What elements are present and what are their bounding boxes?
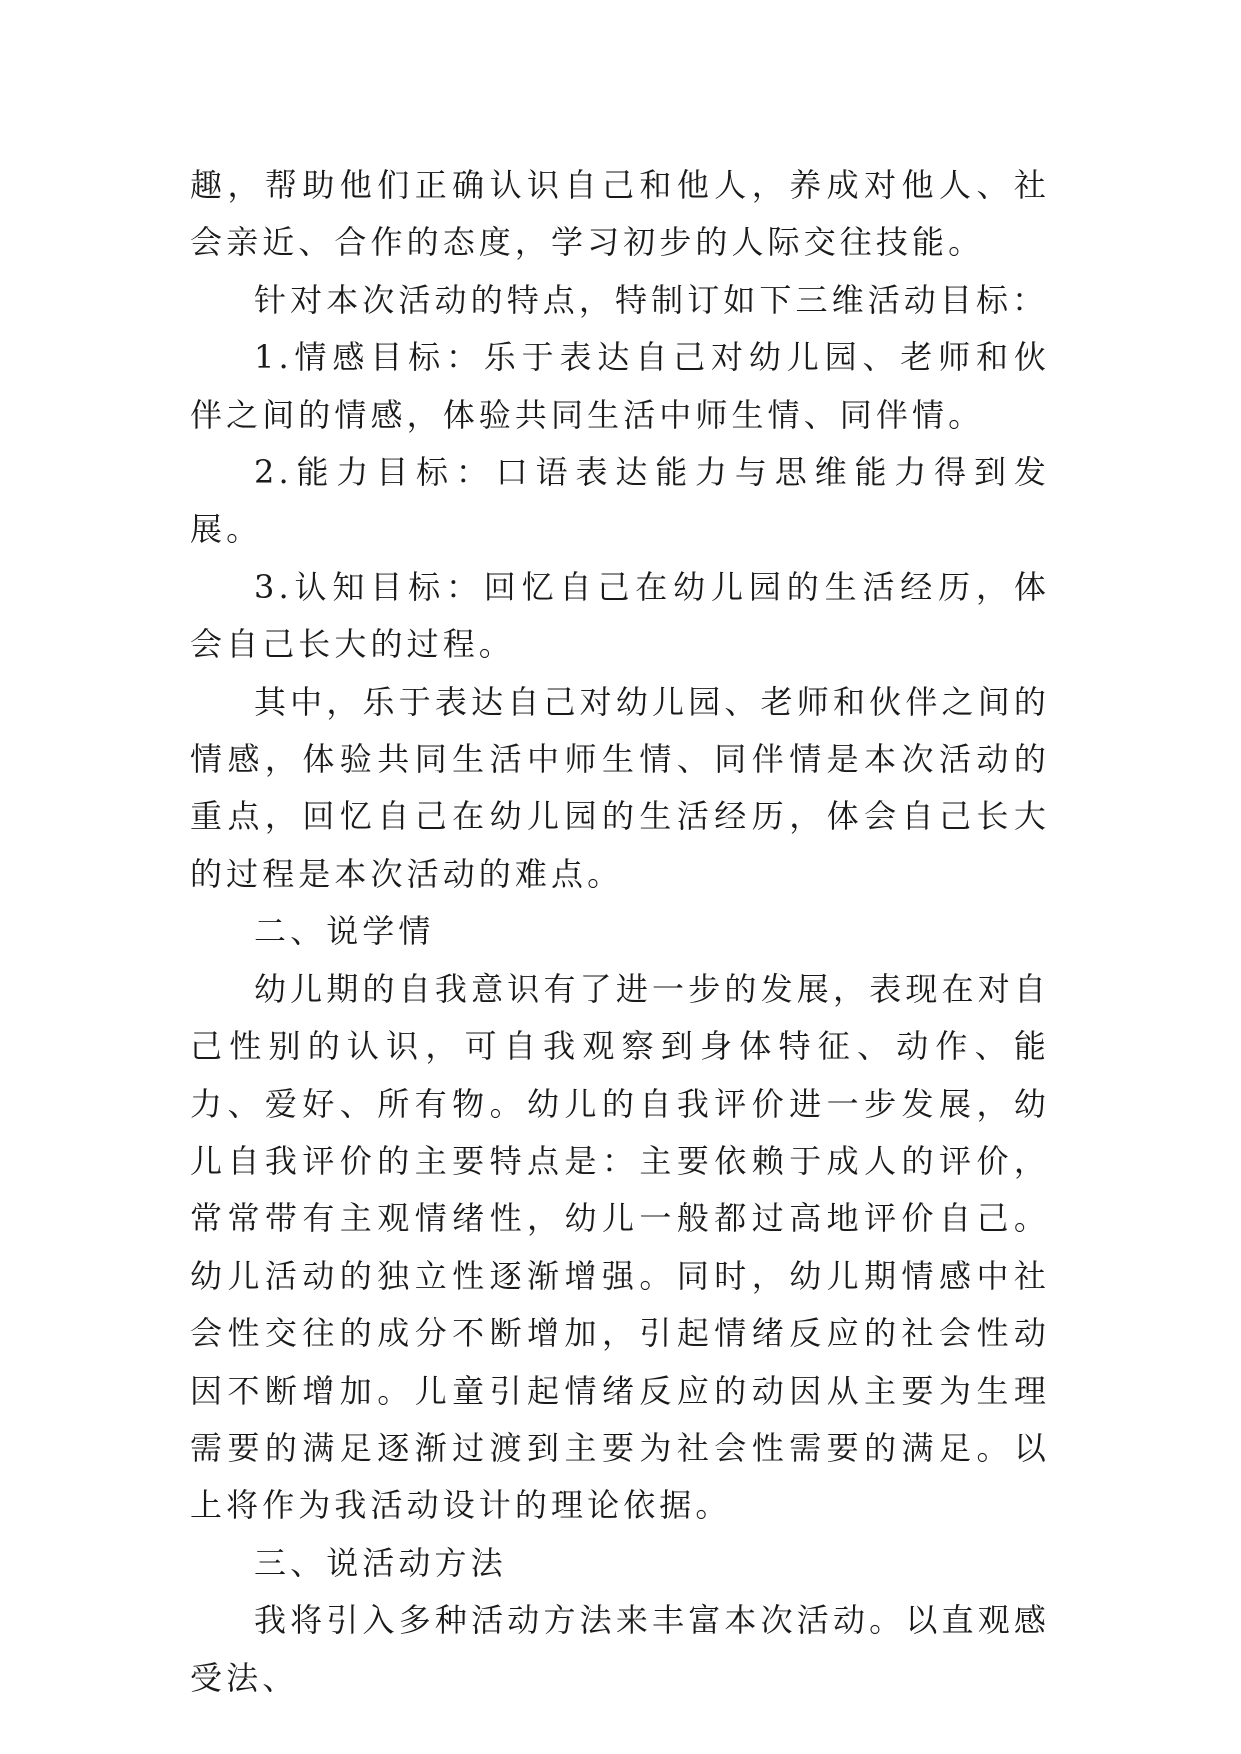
paragraph-key-and-difficult-points: 其中，乐于表达自己对幼儿园、老师和伙伴之间的情感，体验共同生活中师生情、同伴情是本次活动的重点，回忆自己在幼儿园的生活经历，体会自己长大的过程是本次活动的难点。 (190, 682, 1050, 893)
section-heading-activity-methods: 三、说活动方法 (254, 1543, 507, 1582)
paragraph-goals-intro: 针对本次活动的特点，特制订如下三维活动目标： (254, 280, 1049, 319)
section-heading-learner-analysis: 二、说学情 (254, 912, 435, 951)
paragraph-continuation: 趣，帮助他们正确认识自己和他人，养成对他人、社会亲近、合作的态度，学习初步的人际交往技能。 (190, 166, 1050, 262)
paragraph-emotional-goal: 1.情感目标：乐于表达自己对幼儿园、老师和伙伴之间的情感，体验共同生活中师生情、同伴情。 (190, 338, 1050, 434)
paragraph-learner-analysis: 幼儿期的自我意识有了进一步的发展，表现在对自己性别的认识，可自我观察到身体特征、动作、能力、爱好、所有物。幼儿的自我评价进一步发展，幼儿自我评价的主要特点是：主要依赖于成人的评价，常常带有主观情绪性，幼儿一般都过高地评价自己。幼儿活动的独立性逐渐增强。同时，幼儿期情感中社会性交往的成分不断增加，引起情绪反应的社会性动因不断增加。儿童引起情绪反应的动因从主要为生理需要的满足逐渐过渡到主要为社会性需要的满足。以上将作为我活动设计的理论依据。 (190, 969, 1050, 1525)
document-body (190, 157, 1050, 1707)
paragraph-ability-goal: 2.能力目标：口语表达能力与思维能力得到发展。 (190, 453, 1050, 549)
paragraph-cognitive-goal: 3.认知目标：回忆自己在幼儿园的生活经历，体会自己长大的过程。 (190, 567, 1050, 664)
paragraph-activity-methods: 我将引入多种活动方法来丰富本次活动。以直观感受法、 (190, 1601, 1050, 1697)
